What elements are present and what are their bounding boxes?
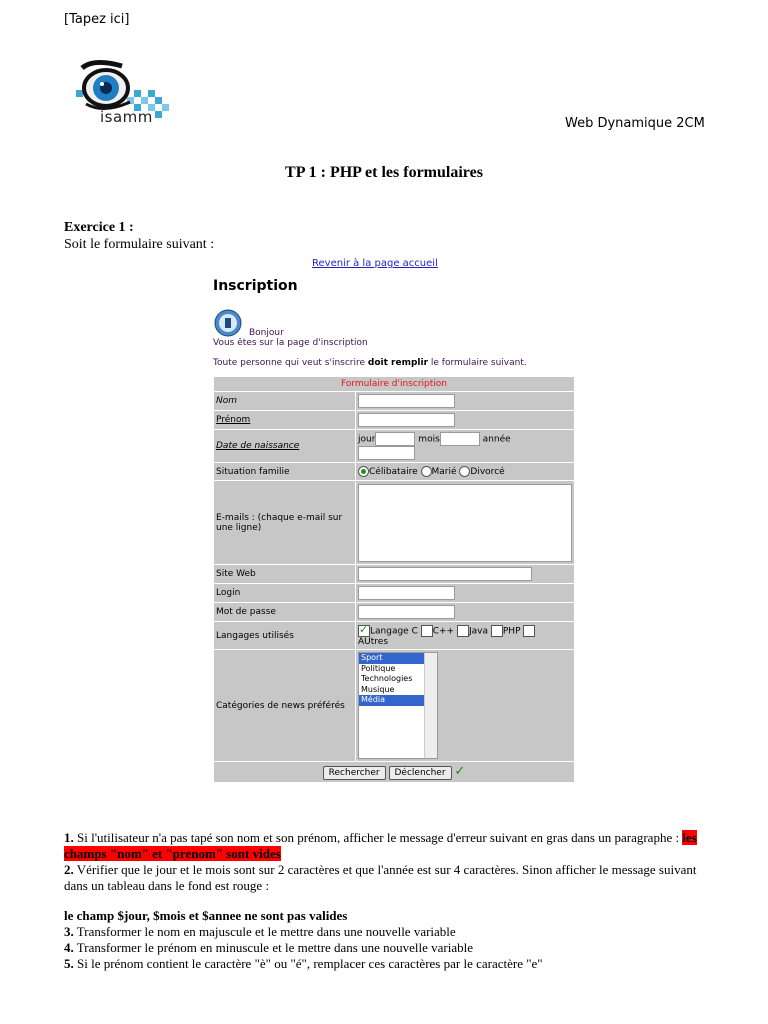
list-item[interactable]: Sport	[359, 653, 437, 664]
course-label: Web Dynamique 2CM	[565, 116, 705, 131]
q4-text: Transformer le prénom en minuscule et le mettre dans une nouvelle variable	[73, 940, 474, 955]
marie-label: Marié	[431, 467, 457, 477]
question-5	[64, 956, 704, 972]
radio-celibataire[interactable]	[358, 466, 369, 477]
chk-autres[interactable]	[523, 625, 535, 637]
chk-php[interactable]	[491, 625, 503, 637]
question-3	[64, 924, 704, 940]
q3-text: Transformer le nom en majuscule et le mettre dans une nouvelle variable	[73, 924, 456, 939]
situation-label: Situation familie	[214, 463, 356, 481]
q2-number: 2.	[64, 862, 74, 877]
question-1	[64, 830, 704, 862]
celibataire-label: Célibataire	[369, 467, 418, 477]
logo-text: isamm	[100, 108, 153, 126]
categories-label: Catégories de news préférés	[214, 650, 356, 762]
mois-input[interactable]	[440, 432, 480, 446]
annee-label: année	[482, 434, 511, 445]
q1-error-message: les champs "nom" et "prenom" sont vides	[64, 830, 697, 861]
list-item[interactable]: Politique	[361, 663, 396, 673]
radio-marie[interactable]	[421, 466, 432, 477]
instruction-text	[213, 358, 575, 368]
chk-java[interactable]	[457, 625, 469, 637]
langages-label: Langages utilisés	[214, 622, 356, 650]
chk-langage-c[interactable]	[358, 625, 370, 637]
java-label: Java	[468, 626, 488, 636]
prenom-label: Prénom	[216, 415, 251, 425]
mois-label: mois	[418, 434, 440, 445]
form-screenshot	[213, 278, 575, 783]
categories-listbox[interactable]	[358, 652, 438, 759]
q1-text: Si l'utilisateur n'a pas tapé son nom et son prénom, afficher le message d'erreur suivant en gras dans un paragraphe :	[73, 830, 683, 845]
user-info-icon	[213, 308, 243, 338]
chk-cpp[interactable]	[421, 625, 433, 637]
annee-input[interactable]	[358, 446, 415, 460]
radio-divorce[interactable]	[459, 466, 470, 477]
cpp-label: C++	[432, 626, 455, 636]
question-2	[64, 862, 704, 894]
langage-c-label: Langage C	[370, 626, 418, 636]
checkmark-icon: ✓	[454, 764, 466, 779]
password-input[interactable]	[358, 605, 455, 619]
page-title: TP 1 : PHP et les formulaires	[285, 164, 483, 181]
nom-input[interactable]	[358, 394, 455, 408]
divorce-label: Divorcé	[470, 467, 505, 477]
q2-message: le champ $jour, $mois et $annee ne sont pas valides	[64, 908, 348, 923]
registration-form-table	[213, 376, 575, 783]
password-label: Mot de passe	[214, 603, 356, 622]
exercise-intro: Soit le formulaire suivant :	[64, 237, 215, 252]
list-item[interactable]: Technologies	[361, 674, 413, 683]
nom-label: Nom	[216, 396, 238, 406]
q3-number: 3.	[64, 924, 74, 939]
isamm-logo	[74, 58, 174, 128]
questions-block	[64, 830, 704, 972]
jour-input[interactable]	[375, 432, 415, 446]
question-4	[64, 940, 704, 956]
greeting-text: Bonjour	[249, 328, 284, 338]
list-item[interactable]: Musique	[361, 684, 395, 694]
dob-label: Date de naissance	[216, 441, 300, 451]
login-label: Login	[214, 584, 356, 603]
site-label: Site Web	[214, 565, 356, 584]
prenom-input[interactable]	[358, 413, 455, 427]
emails-textarea[interactable]	[358, 484, 572, 562]
q5-number: 5.	[64, 956, 74, 971]
q2-text: Vérifier que le jour et le mois sont sur 2 caractères et que l'année est sur 4 caractères. Sinon afficher le message suivant dans un tableau dans le fond est rouge :	[64, 862, 697, 893]
back-home-link[interactable]: Revenir à la page accueil	[312, 258, 438, 269]
page-subtitle: Vous êtes sur la page d'inscription	[213, 338, 368, 348]
declencher-button[interactable]: Déclencher	[389, 766, 452, 780]
instruction-bold: doit remplir	[367, 358, 429, 368]
php-label: PHP	[502, 626, 521, 636]
q4-number: 4.	[64, 940, 74, 955]
login-input[interactable]	[358, 586, 455, 600]
question-2-message	[64, 908, 704, 924]
form-title: Formulaire d'inscription	[214, 377, 575, 392]
inscription-heading: Inscription	[213, 278, 298, 294]
jour-label: jour	[358, 434, 376, 445]
emails-label: E-mails : (chaque e-mail sur une ligne)	[214, 481, 356, 565]
listbox-scrollbar[interactable]	[424, 653, 437, 758]
list-item[interactable]: Média	[359, 695, 437, 706]
site-input[interactable]	[358, 567, 532, 581]
autres-label: AUtres	[358, 636, 389, 647]
header-placeholder: [Tapez ici]	[64, 12, 130, 27]
q5-text: Si le prénom contient le caractère "è" ou "é", remplacer ces caractères par le caractère "e"	[73, 956, 543, 971]
rechercher-button[interactable]: Rechercher	[323, 766, 386, 780]
instruction-post: le formulaire suivant.	[428, 358, 527, 368]
exercise-title: Exercice 1 :	[64, 220, 134, 235]
instruction-pre: Toute personne qui veut s'inscrire	[213, 358, 368, 368]
q1-number: 1.	[64, 830, 74, 845]
